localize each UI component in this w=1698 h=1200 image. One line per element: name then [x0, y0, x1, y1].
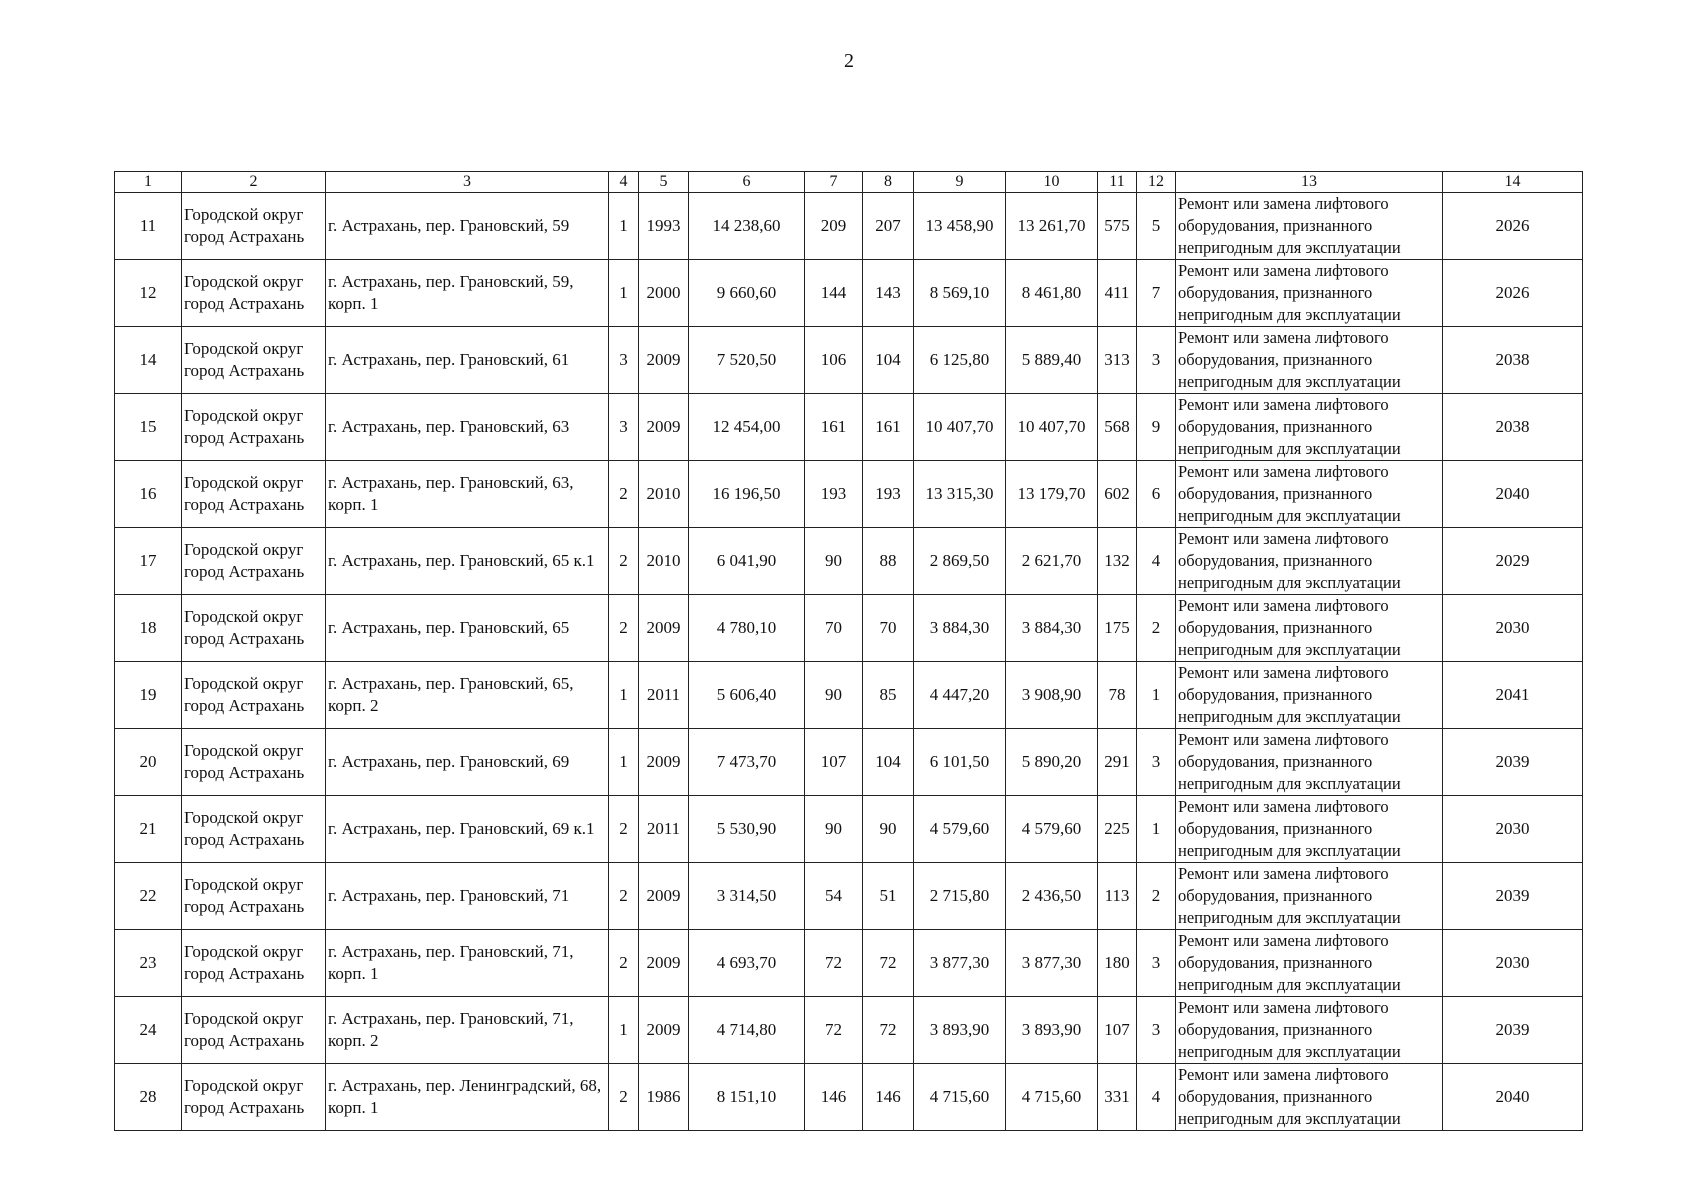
col-12-cell: 2 [1137, 863, 1176, 930]
column-header: 13 [1176, 172, 1443, 193]
district-cell: Городской округ город Астрахань [182, 662, 326, 729]
col-6-cell: 5 606,40 [689, 662, 805, 729]
col-11-cell: 291 [1098, 729, 1137, 796]
col-6-cell: 16 196,50 [689, 461, 805, 528]
table-row [115, 930, 1583, 997]
col-4-cell: 2 [609, 930, 639, 997]
row-number-cell: 16 [115, 461, 182, 528]
col-4-cell: 1 [609, 662, 639, 729]
col-9-cell: 13 458,90 [914, 193, 1006, 260]
col-8-cell: 207 [863, 193, 914, 260]
district-cell: Городской округ город Астрахань [182, 327, 326, 394]
col-8-cell: 51 [863, 863, 914, 930]
col-9-cell: 3 877,30 [914, 930, 1006, 997]
col-7-cell: 146 [805, 1064, 863, 1131]
col-9-cell: 4 579,60 [914, 796, 1006, 863]
address-cell: г. Астрахань, пер. Грановский, 59 [326, 193, 609, 260]
col-8-cell: 72 [863, 930, 914, 997]
col-8-cell: 146 [863, 1064, 914, 1131]
col-5-cell: 2009 [639, 595, 689, 662]
address-cell: г. Астрахань, пер. Грановский, 63 [326, 394, 609, 461]
planned-year-cell: 2030 [1443, 595, 1583, 662]
column-header: 12 [1137, 172, 1176, 193]
table-row [115, 595, 1583, 662]
col-4-cell: 2 [609, 461, 639, 528]
col-12-cell: 4 [1137, 528, 1176, 595]
col-11-cell: 107 [1098, 997, 1137, 1064]
col-6-cell: 4 780,10 [689, 595, 805, 662]
planned-year-cell: 2026 [1443, 193, 1583, 260]
col-7-cell: 209 [805, 193, 863, 260]
row-number-cell: 28 [115, 1064, 182, 1131]
col-5-cell: 2010 [639, 528, 689, 595]
col-8-cell: 104 [863, 729, 914, 796]
col-9-cell: 13 315,30 [914, 461, 1006, 528]
col-6-cell: 9 660,60 [689, 260, 805, 327]
col-4-cell: 2 [609, 595, 639, 662]
col-4-cell: 1 [609, 193, 639, 260]
work-type-cell: Ремонт или замена лифтового оборудования, признанного непригодным для эксплуатации [1176, 260, 1443, 327]
col-7-cell: 193 [805, 461, 863, 528]
col-6-cell: 12 454,00 [689, 394, 805, 461]
work-type-cell: Ремонт или замена лифтового оборудования, признанного непригодным для эксплуатации [1176, 394, 1443, 461]
col-4-cell: 2 [609, 1064, 639, 1131]
col-12-cell: 5 [1137, 193, 1176, 260]
col-10-cell: 4 579,60 [1006, 796, 1098, 863]
col-10-cell: 5 890,20 [1006, 729, 1098, 796]
address-cell: г. Астрахань, пер. Грановский, 65 [326, 595, 609, 662]
col-5-cell: 2009 [639, 863, 689, 930]
col-6-cell: 6 041,90 [689, 528, 805, 595]
district-cell: Городской округ город Астрахань [182, 260, 326, 327]
table-row [115, 461, 1583, 528]
address-cell: г. Астрахань, пер. Грановский, 69 к.1 [326, 796, 609, 863]
col-10-cell: 13 261,70 [1006, 193, 1098, 260]
address-cell: г. Астрахань, пер. Грановский, 71, корп. 1 [326, 930, 609, 997]
row-number-cell: 19 [115, 662, 182, 729]
column-header: 8 [863, 172, 914, 193]
col-5-cell: 2009 [639, 327, 689, 394]
col-10-cell: 8 461,80 [1006, 260, 1098, 327]
col-5-cell: 2009 [639, 729, 689, 796]
col-4-cell: 1 [609, 260, 639, 327]
col-12-cell: 4 [1137, 1064, 1176, 1131]
col-11-cell: 225 [1098, 796, 1137, 863]
row-number-cell: 15 [115, 394, 182, 461]
work-type-cell: Ремонт или замена лифтового оборудования, признанного непригодным для эксплуатации [1176, 796, 1443, 863]
col-6-cell: 4 714,80 [689, 997, 805, 1064]
col-5-cell: 1993 [639, 193, 689, 260]
col-8-cell: 161 [863, 394, 914, 461]
col-11-cell: 132 [1098, 528, 1137, 595]
col-9-cell: 4 715,60 [914, 1064, 1006, 1131]
col-10-cell: 10 407,70 [1006, 394, 1098, 461]
col-9-cell: 8 569,10 [914, 260, 1006, 327]
column-header: 3 [326, 172, 609, 193]
col-10-cell: 13 179,70 [1006, 461, 1098, 528]
district-cell: Городской округ город Астрахань [182, 595, 326, 662]
district-cell: Городской округ город Астрахань [182, 930, 326, 997]
work-type-cell: Ремонт или замена лифтового оборудования, признанного непригодным для эксплуатации [1176, 193, 1443, 260]
row-number-cell: 11 [115, 193, 182, 260]
work-type-cell: Ремонт или замена лифтового оборудования, признанного непригодным для эксплуатации [1176, 327, 1443, 394]
col-12-cell: 3 [1137, 930, 1176, 997]
district-cell: Городской округ город Астрахань [182, 528, 326, 595]
col-6-cell: 7 520,50 [689, 327, 805, 394]
column-header: 7 [805, 172, 863, 193]
planned-year-cell: 2040 [1443, 461, 1583, 528]
col-7-cell: 161 [805, 394, 863, 461]
column-header: 10 [1006, 172, 1098, 193]
col-12-cell: 7 [1137, 260, 1176, 327]
col-4-cell: 2 [609, 863, 639, 930]
column-header: 1 [115, 172, 182, 193]
planned-year-cell: 2038 [1443, 327, 1583, 394]
col-5-cell: 2011 [639, 796, 689, 863]
col-4-cell: 1 [609, 729, 639, 796]
district-cell: Городской округ город Астрахань [182, 193, 326, 260]
column-header: 5 [639, 172, 689, 193]
col-12-cell: 2 [1137, 595, 1176, 662]
col-6-cell: 5 530,90 [689, 796, 805, 863]
planned-year-cell: 2040 [1443, 1064, 1583, 1131]
col-9-cell: 2 869,50 [914, 528, 1006, 595]
capital-repair-table [114, 171, 1583, 1131]
col-5-cell: 1986 [639, 1064, 689, 1131]
col-11-cell: 575 [1098, 193, 1137, 260]
col-10-cell: 3 884,30 [1006, 595, 1098, 662]
col-8-cell: 70 [863, 595, 914, 662]
col-7-cell: 107 [805, 729, 863, 796]
planned-year-cell: 2041 [1443, 662, 1583, 729]
work-type-cell: Ремонт или замена лифтового оборудования, признанного непригодным для эксплуатации [1176, 595, 1443, 662]
col-7-cell: 106 [805, 327, 863, 394]
col-5-cell: 2011 [639, 662, 689, 729]
district-cell: Городской округ город Астрахань [182, 863, 326, 930]
col-12-cell: 1 [1137, 796, 1176, 863]
col-9-cell: 3 884,30 [914, 595, 1006, 662]
col-7-cell: 90 [805, 662, 863, 729]
planned-year-cell: 2038 [1443, 394, 1583, 461]
col-4-cell: 2 [609, 796, 639, 863]
address-cell: г. Астрахань, пер. Грановский, 71, корп. 2 [326, 997, 609, 1064]
col-11-cell: 180 [1098, 930, 1137, 997]
column-header: 14 [1443, 172, 1583, 193]
col-6-cell: 3 314,50 [689, 863, 805, 930]
column-number-row [115, 172, 1583, 193]
col-7-cell: 90 [805, 796, 863, 863]
col-11-cell: 411 [1098, 260, 1137, 327]
col-9-cell: 2 715,80 [914, 863, 1006, 930]
col-4-cell: 3 [609, 327, 639, 394]
work-type-cell: Ремонт или замена лифтового оборудования, признанного непригодным для эксплуатации [1176, 662, 1443, 729]
row-number-cell: 22 [115, 863, 182, 930]
col-12-cell: 9 [1137, 394, 1176, 461]
address-cell: г. Астрахань, пер. Грановский, 65 к.1 [326, 528, 609, 595]
row-number-cell: 18 [115, 595, 182, 662]
col-11-cell: 331 [1098, 1064, 1137, 1131]
col-8-cell: 72 [863, 997, 914, 1064]
table-row [115, 260, 1583, 327]
col-8-cell: 88 [863, 528, 914, 595]
address-cell: г. Астрахань, пер. Грановский, 59, корп. 1 [326, 260, 609, 327]
col-10-cell: 3 908,90 [1006, 662, 1098, 729]
column-header: 11 [1098, 172, 1137, 193]
address-cell: г. Астрахань, пер. Грановский, 69 [326, 729, 609, 796]
row-number-cell: 21 [115, 796, 182, 863]
page-number: 2 [844, 50, 854, 72]
planned-year-cell: 2029 [1443, 528, 1583, 595]
col-9-cell: 3 893,90 [914, 997, 1006, 1064]
col-11-cell: 113 [1098, 863, 1137, 930]
col-12-cell: 3 [1137, 997, 1176, 1064]
planned-year-cell: 2039 [1443, 729, 1583, 796]
row-number-cell: 23 [115, 930, 182, 997]
column-header: 4 [609, 172, 639, 193]
column-header: 9 [914, 172, 1006, 193]
col-8-cell: 193 [863, 461, 914, 528]
address-cell: г. Астрахань, пер. Грановский, 63, корп. 1 [326, 461, 609, 528]
col-7-cell: 144 [805, 260, 863, 327]
planned-year-cell: 2039 [1443, 863, 1583, 930]
col-4-cell: 3 [609, 394, 639, 461]
col-7-cell: 72 [805, 997, 863, 1064]
col-12-cell: 3 [1137, 327, 1176, 394]
table-row [115, 327, 1583, 394]
col-10-cell: 4 715,60 [1006, 1064, 1098, 1131]
col-4-cell: 2 [609, 528, 639, 595]
col-11-cell: 313 [1098, 327, 1137, 394]
col-5-cell: 2009 [639, 394, 689, 461]
col-11-cell: 175 [1098, 595, 1137, 662]
table-row [115, 1064, 1583, 1131]
table-body [115, 193, 1583, 1131]
row-number-cell: 24 [115, 997, 182, 1064]
work-type-cell: Ремонт или замена лифтового оборудования, признанного непригодным для эксплуатации [1176, 729, 1443, 796]
district-cell: Городской округ город Астрахань [182, 796, 326, 863]
district-cell: Городской округ город Астрахань [182, 1064, 326, 1131]
table-row [115, 997, 1583, 1064]
col-6-cell: 4 693,70 [689, 930, 805, 997]
col-10-cell: 2 621,70 [1006, 528, 1098, 595]
address-cell: г. Астрахань, пер. Ленинградский, 68, корп. 1 [326, 1064, 609, 1131]
address-cell: г. Астрахань, пер. Грановский, 65, корп. 2 [326, 662, 609, 729]
work-type-cell: Ремонт или замена лифтового оборудования, признанного непригодным для эксплуатации [1176, 461, 1443, 528]
col-9-cell: 10 407,70 [914, 394, 1006, 461]
work-type-cell: Ремонт или замена лифтового оборудования, признанного непригодным для эксплуатации [1176, 863, 1443, 930]
col-11-cell: 78 [1098, 662, 1137, 729]
col-6-cell: 14 238,60 [689, 193, 805, 260]
row-number-cell: 14 [115, 327, 182, 394]
col-10-cell: 3 893,90 [1006, 997, 1098, 1064]
district-cell: Городской округ город Астрахань [182, 394, 326, 461]
work-type-cell: Ремонт или замена лифтового оборудования, признанного непригодным для эксплуатации [1176, 930, 1443, 997]
table-row [115, 394, 1583, 461]
table-row [115, 528, 1583, 595]
col-5-cell: 2009 [639, 930, 689, 997]
district-cell: Городской округ город Астрахань [182, 461, 326, 528]
address-cell: г. Астрахань, пер. Грановский, 61 [326, 327, 609, 394]
row-number-cell: 17 [115, 528, 182, 595]
table-row [115, 193, 1583, 260]
table-row [115, 863, 1583, 930]
col-10-cell: 2 436,50 [1006, 863, 1098, 930]
col-7-cell: 70 [805, 595, 863, 662]
col-7-cell: 54 [805, 863, 863, 930]
col-11-cell: 602 [1098, 461, 1137, 528]
col-12-cell: 3 [1137, 729, 1176, 796]
col-8-cell: 85 [863, 662, 914, 729]
table-row [115, 796, 1583, 863]
planned-year-cell: 2030 [1443, 930, 1583, 997]
col-8-cell: 104 [863, 327, 914, 394]
table-row [115, 729, 1583, 796]
col-7-cell: 90 [805, 528, 863, 595]
col-10-cell: 3 877,30 [1006, 930, 1098, 997]
column-header: 2 [182, 172, 326, 193]
col-9-cell: 6 125,80 [914, 327, 1006, 394]
column-header: 6 [689, 172, 805, 193]
col-11-cell: 568 [1098, 394, 1137, 461]
work-type-cell: Ремонт или замена лифтового оборудования, признанного непригодным для эксплуатации [1176, 528, 1443, 595]
work-type-cell: Ремонт или замена лифтового оборудования, признанного непригодным для эксплуатации [1176, 1064, 1443, 1131]
col-5-cell: 2000 [639, 260, 689, 327]
col-8-cell: 143 [863, 260, 914, 327]
col-8-cell: 90 [863, 796, 914, 863]
col-7-cell: 72 [805, 930, 863, 997]
planned-year-cell: 2030 [1443, 796, 1583, 863]
col-6-cell: 7 473,70 [689, 729, 805, 796]
row-number-cell: 20 [115, 729, 182, 796]
row-number-cell: 12 [115, 260, 182, 327]
col-4-cell: 1 [609, 997, 639, 1064]
address-cell: г. Астрахань, пер. Грановский, 71 [326, 863, 609, 930]
col-12-cell: 6 [1137, 461, 1176, 528]
work-type-cell: Ремонт или замена лифтового оборудования, признанного непригодным для эксплуатации [1176, 997, 1443, 1064]
col-9-cell: 6 101,50 [914, 729, 1006, 796]
col-5-cell: 2010 [639, 461, 689, 528]
col-6-cell: 8 151,10 [689, 1064, 805, 1131]
planned-year-cell: 2039 [1443, 997, 1583, 1064]
col-12-cell: 1 [1137, 662, 1176, 729]
district-cell: Городской округ город Астрахань [182, 729, 326, 796]
col-10-cell: 5 889,40 [1006, 327, 1098, 394]
col-9-cell: 4 447,20 [914, 662, 1006, 729]
col-5-cell: 2009 [639, 997, 689, 1064]
table-row [115, 662, 1583, 729]
planned-year-cell: 2026 [1443, 260, 1583, 327]
district-cell: Городской округ город Астрахань [182, 997, 326, 1064]
